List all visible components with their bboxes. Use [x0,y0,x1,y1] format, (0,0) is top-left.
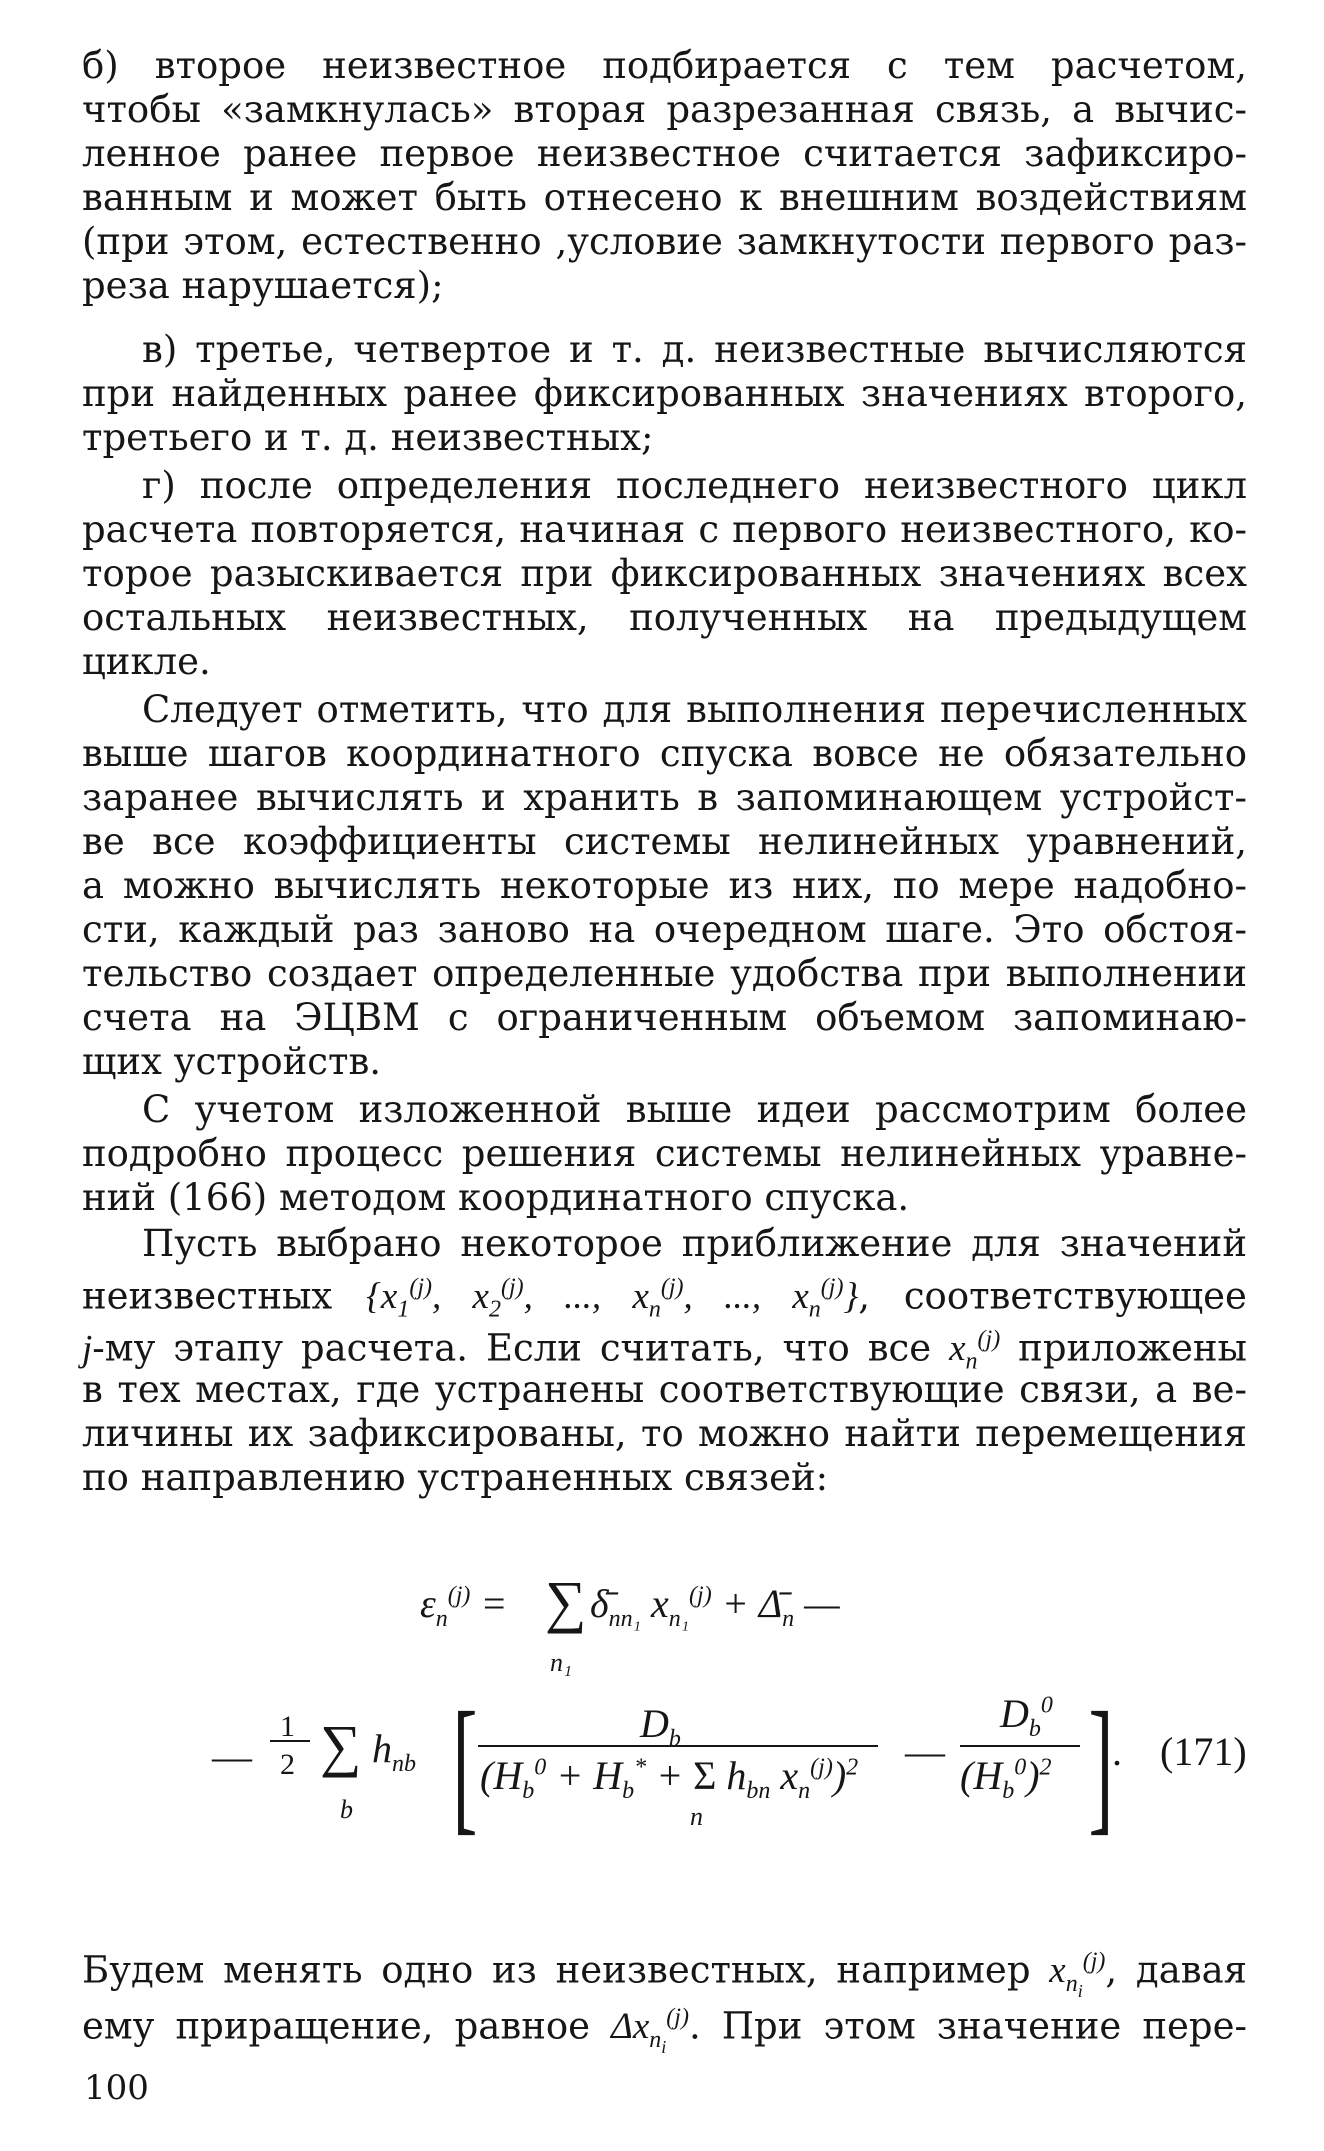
text-line: выше шагов координатного спуска вовсе не обязательно [82,732,1247,775]
paragraph-closing [82,1934,1248,2057]
text-line: Пусть выбрано некоторое приближение для значений [142,1222,1247,1265]
sum-symbol: ∑ [545,1569,587,1634]
delta-x-nij: $\Delta x_{n_i}^{(j)}$ [611,2005,689,2057]
text-line: по направлению устраненных связей: [82,1456,829,1499]
left-bracket: [ [452,1682,478,1848]
text-line: ний (166) методом координатного спуска. [82,1176,910,1219]
text-line-with-math: Будем менять одно из неизвестных, например $x_{n_i}^{(j)}$, давая [82,1948,1247,2001]
minus-half: — [212,1734,252,1779]
text-line: при найденных ранее фиксированных значениях второго, [82,372,1247,415]
period: . [1112,1729,1122,1774]
text-line: расчета повторяется, начиная с первого неизвестного, ко- [82,508,1247,551]
eq-term-delta: $\deltā_{nn_1}$ $x_{n_1}^{(j)}$ + $\Deltā_n$ — [590,1581,840,1632]
equation-number: (171) [1160,1729,1247,1774]
minus-sign: — [905,1729,945,1774]
half-denominator: 2 [280,1748,295,1781]
half-numerator: 1 [280,1710,295,1743]
text-line: подробно процесс решения системы нелинейных уравне- [82,1132,1247,1175]
text-line: ве все коэффициенты системы нелинейных уравнений, [82,820,1247,863]
paragraph-idea [82,1088,1247,1220]
equation-171 [0,1540,1324,1860]
frac1-denominator: ($H_b^0 + H_b^* + \Sigma$ $h_{bn}$ $x_n^{(j)})^2$ [480,1753,859,1804]
sum-symbol-b: ∑ [320,1713,362,1778]
text-line: личины их зафиксированы, то можно найти перемещения [82,1412,1247,1455]
half-bar [270,1740,310,1742]
text-line: ванным и может быть отнесено к внешним воздействиям [82,176,1247,219]
inner-sum-index-n: n [690,1802,703,1831]
text-line: б) второе неизвестное подбирается с тем расчетом, [82,44,1247,87]
text-line-with-math: j-му этапу расчета. Если считать, что все $x_n^{(j)}$ приложены [82,1326,1247,1375]
text-line: остальных неизвестных, полученных на предыдущем [82,596,1247,639]
paragraph-item-g [82,464,1247,684]
text-line: счета на ЭЦВМ с ограниченным объемом запоминаю- [82,996,1247,1039]
unknowns-set: {$x_1^{(j)}$, $x_2^{(j)}$, ..., $x_n^{(j)}$, ..., $x_n^{(j)}$} [366,1275,859,1323]
text-line: третьего и т. д. неизвестных; [82,416,654,459]
frac2-numerator: $D_b^0$ [1000,1691,1053,1742]
text-line: (при этом, естественно ,условие замкнутости первого раз- [82,220,1247,263]
text-line: а можно вычислять некоторые из них, по мере надобно- [82,864,1247,907]
text-line: торое разыскивается при фиксированных значениях всех [82,552,1247,595]
right-bracket: ] [1088,1682,1114,1848]
text-line: в тех местах, где устранены соответствующие связи, а ве- [82,1368,1247,1411]
frac2-bar [960,1745,1080,1747]
text-line: С учетом изложенной выше идеи рассмотрим более [142,1088,1247,1131]
text-line: реза нарушается); [82,264,444,307]
text-line: ленное ранее первое неизвестное считается зафиксиро- [82,132,1247,175]
text-line: Следует отметить, что для выполнения перечисленных [142,688,1247,731]
paragraph-item-v [82,328,1247,460]
text-line: тельство создает определенные удобства при выполнении [82,952,1247,995]
paragraph-let [82,1222,1247,1500]
text-line: г) после определения последнего неизвестного цикл [142,464,1247,507]
text-line: щих устройств. [82,1040,382,1083]
text-line: цикле. [82,640,211,683]
sum-index-n1: n₁ [550,1648,573,1677]
paragraph-note [82,688,1247,1084]
x-nij: $x_{n_i}^{(j)}$ [1049,1949,1106,2001]
text-line: заранее вычислять и хранить в запоминающем устройст- [82,776,1247,819]
eq-lhs: $\varepsilon_n^{(j)}$ = [420,1581,508,1632]
text-line: сти, каждый раз заново на очередном шаге. Это обстоя- [82,908,1247,951]
text-line-with-math: ему приращение, равное $\Delta x_{n_i}^{(j)}$. При этом значение пере- [82,2004,1248,2057]
frac2-denominator: $(H_b^0)^2$ [960,1753,1052,1804]
paragraph-item-b [82,44,1247,308]
sum-index-b: b [340,1795,353,1824]
frac1-numerator: $D_b$ [640,1701,681,1752]
x-nj: $x_n^{(j)}$ [949,1327,1001,1375]
page-number: 100 [84,2068,149,2108]
frac1-bar [478,1745,878,1747]
text-line-with-math: неизвестных {$x_1^{(j)}$, $x_2^{(j)}$, ..., $x_n^{(j)}$, ..., $x_n^{(j)}$}, соответствующее [82,1274,1247,1323]
text-line: чтобы «замкнулась» вторая разрезанная связь, а вычис- [82,88,1247,131]
text-line: в) третье, четвертое и т. д. неизвестные вычисляются [142,328,1247,371]
h-nb: $h_{nb}$ [372,1726,416,1777]
